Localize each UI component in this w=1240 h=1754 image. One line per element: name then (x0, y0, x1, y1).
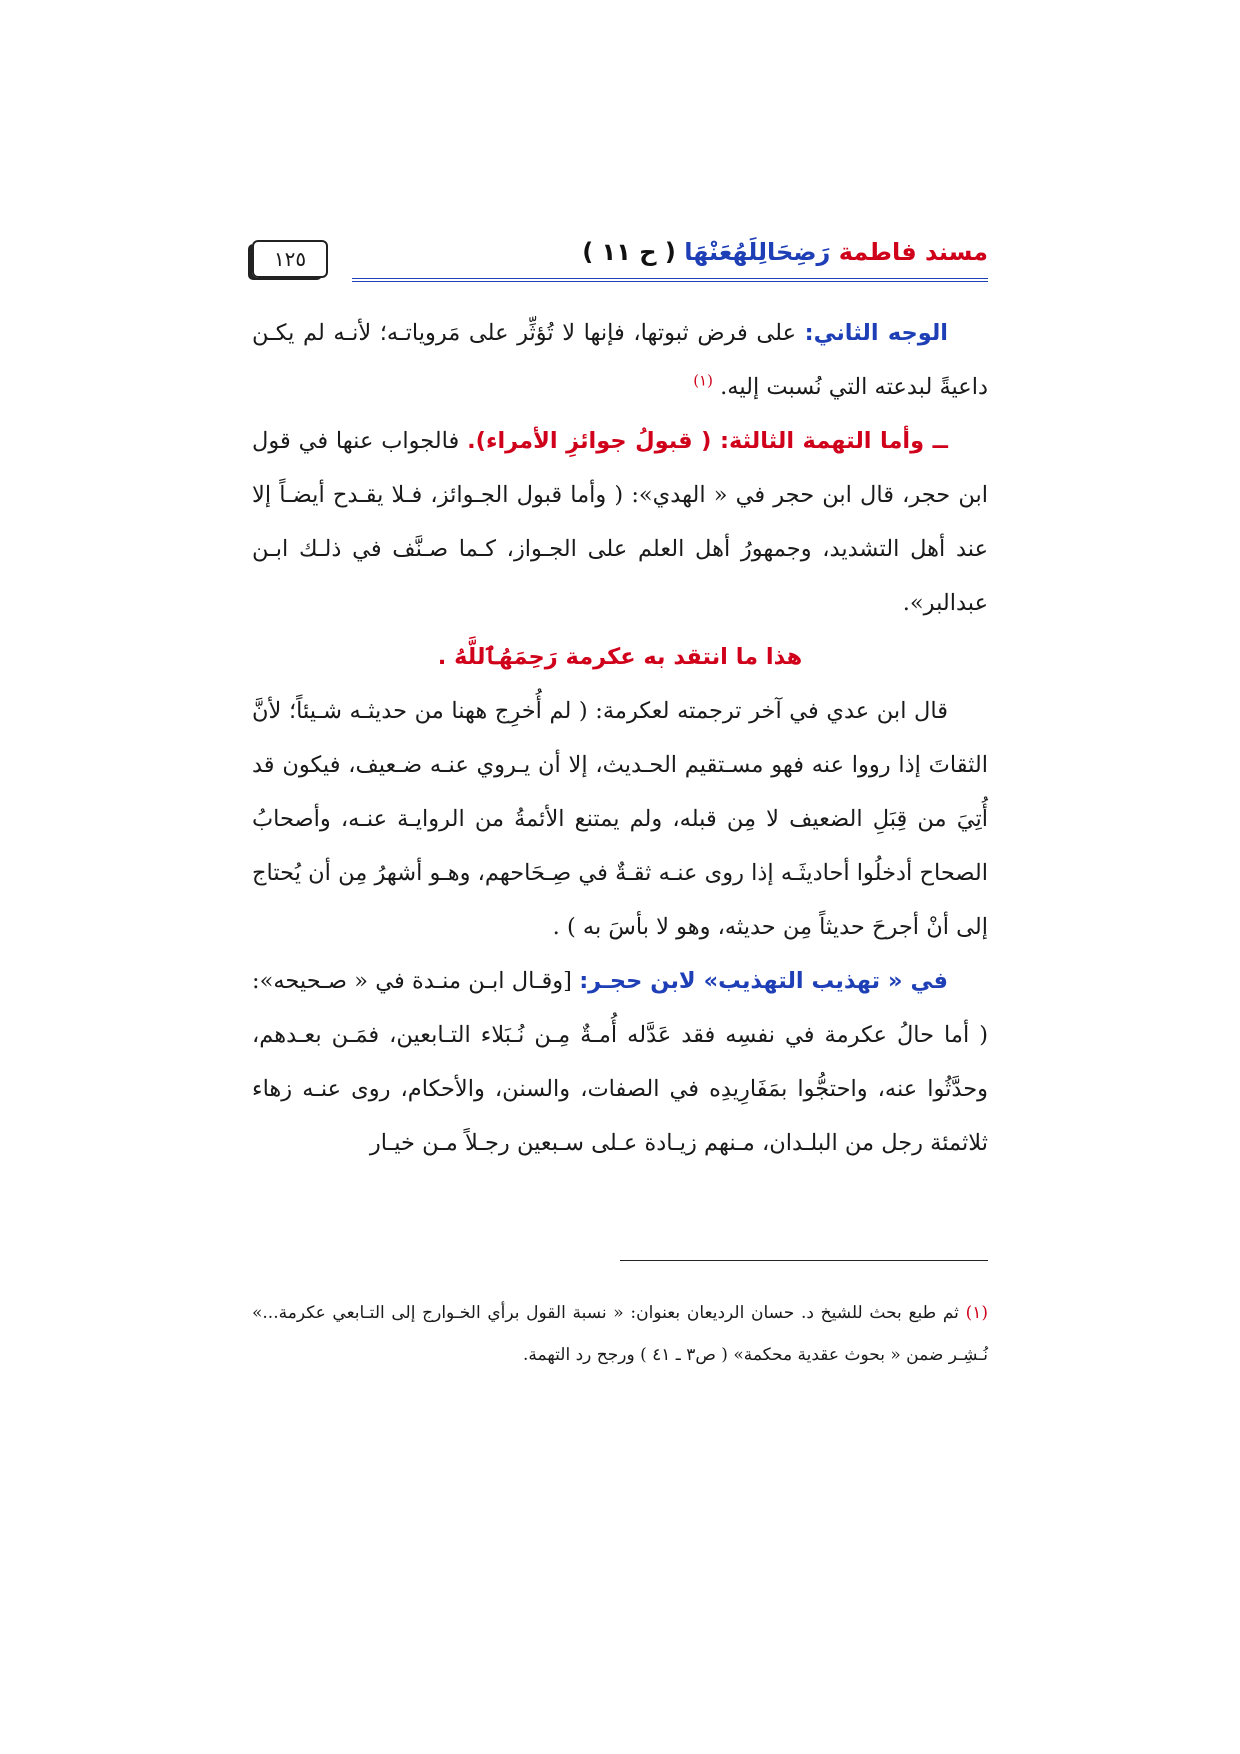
paragraph-2-label: ــ وأما التهمة الثالثة: ( قبولُ جوائزِ الأمراء). (467, 428, 948, 454)
paragraph-1 (252, 306, 988, 414)
section-heading: هذا ما انتقد به عكرمة رَحِمَهُٱللَّهُ . (437, 644, 803, 670)
footnote-1 (252, 1292, 988, 1376)
page-header (252, 238, 988, 282)
page-number: ١٢٥ (252, 240, 328, 278)
running-title-name: مسند فاطمة (830, 238, 988, 266)
footnote-text: ثم طبع بحث للشيخ د. حسان الرديعان بعنوان: « نسبة القول برأي الخـوارج إلى التـابعي عكرمة...» نُـشِـر ضمن « بحوث عقدية محكمة» ( ص٣ ـ ٤١ ) ورجح رد التهمة. (252, 1303, 988, 1365)
paragraph-1-label: الوجه الثاني: (804, 320, 949, 346)
paragraph-1-text: على فرض ثبوتها، فإنها لا تُؤثِّر على مَروياتـه؛ لأنـه لم يكـن داعيةً لبدعته التي نُسبت إليه. (252, 320, 988, 400)
hadith-number: ( ح ١١ ) (582, 238, 685, 266)
main-text (252, 306, 988, 1170)
paragraph-5-text: [وقـال ابـن منـدة في « صـحيحه»: ( أما حالُ عكرمة في نفسِه فقد عَدَّله أُمـةٌ مِـن نُـبَلاء التـابعين، فمَـن بعـدهم، وحدَّثُوا عنه، واحتجُّوا بمَفَارِيدِه في الصفات، والسنن، والأحكام، روى عنـه زهاء ثلاثمئة رجل من البلـدان، مـنهم زيـادة عـلى سـبعين رجـلاً مـن خيـار (252, 968, 988, 1156)
footnote-divider (620, 1260, 988, 1261)
footnotes (252, 1292, 988, 1376)
honorific-glyph: رَضِحَالِلَهُعَنْهَا (684, 238, 831, 266)
paragraph-5-label: في « تهذيب التهذيب» لابن حجـر: (579, 968, 949, 994)
footnote-marker: (١) (693, 371, 713, 390)
paragraph-2 (252, 414, 988, 630)
running-title (582, 238, 988, 266)
paragraph-5 (252, 954, 988, 1170)
paragraph-4: قال ابن عدي في آخر ترجمته لعكرمة: ( لم أُخرِج ههنا من حديثـه شـيئاً؛ لأنَّ الثقاتَ إذا رووا عنه فهو مسـتقيم الحـديث، إلا أن يـروي عنـه ضـعيف، فيكون قد أُتِيَ من قِبَلِ الضعيف لا مِن قبله، ولم يمتنع الأئمةُ من الروايـة عنـه، وأصحابُ الصحاح أدخلُوا أحاديثَـه إذا روى عنـه ثقـةٌ في صِـحَاحهم، وهـو أشهرُ مِن أن يُحتاج إلى أنْ أجرحَ حديثاً مِن حديثه، وهو لا بأسَ به ) . (252, 698, 988, 940)
header-rule (352, 278, 988, 282)
paragraph-2-text: فالجواب عنها في قول ابن حجر، قال ابن حجر في « الهدي»: ( وأما قبول الجـوائز، فـلا يقـدح أيضـاً إلا عند أهل التشديد، وجمهورُ أهل العلم على الجـواز، كـما صـنَّف في ذلـك ابـن عبدالبر». (252, 428, 988, 616)
footnote-number: (١) (965, 1303, 988, 1323)
